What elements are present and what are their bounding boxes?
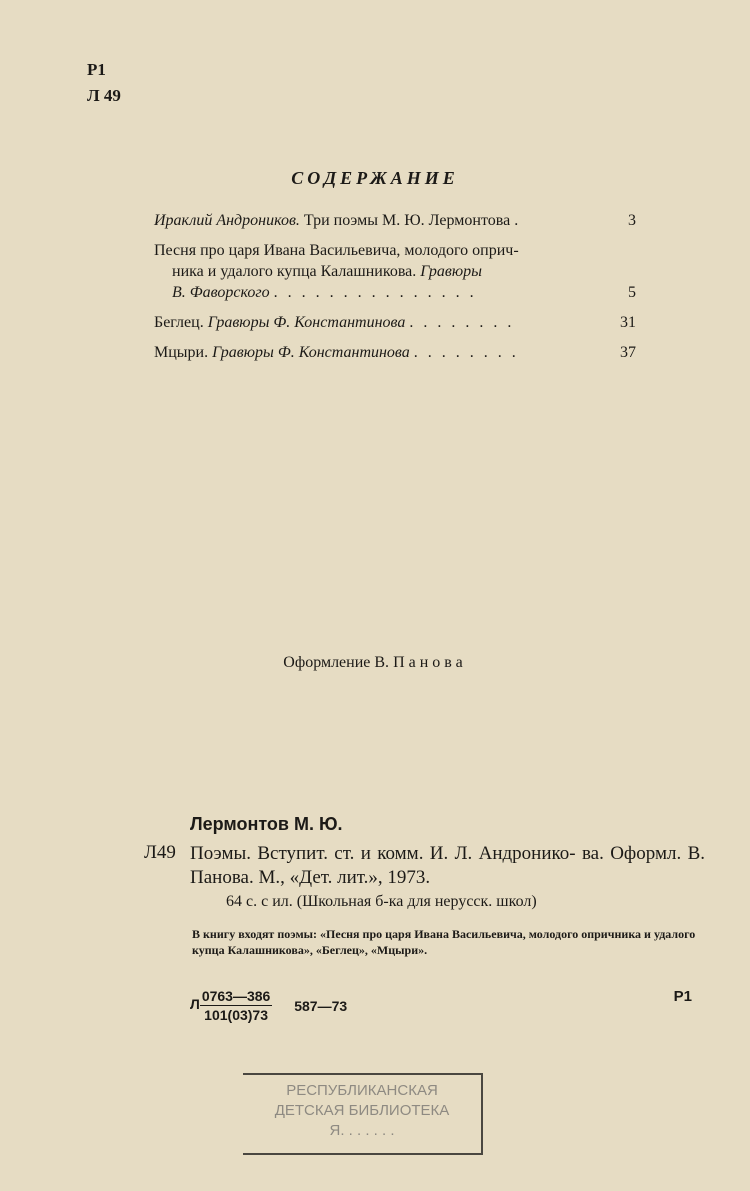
toc-page-number: 5 xyxy=(628,284,636,301)
toc-entry-title: Мцыри. xyxy=(154,344,209,361)
toc-title: СОДЕРЖАНИЕ xyxy=(291,168,459,188)
toc-entry[interactable] xyxy=(154,312,636,333)
design-credit xyxy=(0,654,750,672)
toc-entry-title: Три поэмы М. Ю. Лермонтова xyxy=(303,212,511,229)
toc-entry[interactable] xyxy=(154,342,636,363)
catalog-author: Лермонтов М. Ю. xyxy=(190,814,343,834)
toc-entry-title: Беглец. xyxy=(154,314,204,331)
catalog-fraction xyxy=(200,988,273,1023)
design-credit-label: Оформление В. xyxy=(283,654,390,671)
toc-entry-title-line: ника и удалого купца Калашникова. xyxy=(172,263,417,280)
design-credit-name: Панова xyxy=(393,654,467,671)
toc-entry-title-line: Песня про царя Ивана Васильевича, молодого оприч- xyxy=(154,242,519,259)
toc-illustrator: В. Фаворского xyxy=(172,284,270,301)
catalog-numerator: 0763—386 xyxy=(201,988,271,1004)
toc-illustrator: Гравюры xyxy=(420,263,482,280)
catalog-code: Л49 xyxy=(144,842,176,863)
toc-illustrator: Гравюры Ф. Константинова xyxy=(212,344,410,361)
catalog-denominator: 101(03)73 xyxy=(204,1007,268,1023)
toc-dots: . . . . . . . . xyxy=(409,314,515,331)
catalog-description: Поэмы. Вступит. ст. и комм. И. Л. Андронико- ва. Оформл. В. Панова. М., «Дет. лит.», 1973. xyxy=(190,843,705,888)
catalog-codes xyxy=(190,988,347,1023)
toc-dots: . . . . . . . . . . . . . . . xyxy=(273,284,477,301)
library-stamp xyxy=(243,1073,483,1155)
toc-dots: . xyxy=(514,212,519,229)
toc-author: Ираклий Андроников. xyxy=(154,212,300,229)
toc-page-number: 31 xyxy=(620,314,636,331)
catalog-letter: Л xyxy=(190,996,200,1013)
author-index: Л 49 xyxy=(87,86,121,105)
toc-illustrator: Гравюры Ф. Константинова xyxy=(207,314,406,331)
toc-page-number: 3 xyxy=(628,212,636,229)
catalog-order: 587—73 xyxy=(294,997,348,1014)
toc-dots: . . . . . . . . xyxy=(413,344,519,361)
toc-page-number: 37 xyxy=(620,344,636,361)
bbk-index: Р1 xyxy=(87,60,106,79)
stamp-line: Я. . . . . . . xyxy=(329,1122,395,1139)
catalog-contents-note: В книгу входят поэмы: «Песня про царя Ивана Васильевича, молодого опричника и удалого купца Калашникова», «Беглец», «Мцыри». xyxy=(192,927,696,957)
stamp-line: ДЕТСКАЯ БИБЛИОТЕКА xyxy=(274,1102,450,1119)
table-of-contents xyxy=(154,210,636,372)
toc-entry[interactable] xyxy=(154,240,636,303)
toc-entry[interactable] xyxy=(154,210,636,231)
stamp-line: РЕСПУБЛИКАНСКАЯ xyxy=(286,1082,438,1099)
catalog-bbk: Р1 xyxy=(673,988,692,1005)
catalog-pages: 64 с. с ил. (Школьная б-ка для нерусск. школ) xyxy=(226,893,537,910)
